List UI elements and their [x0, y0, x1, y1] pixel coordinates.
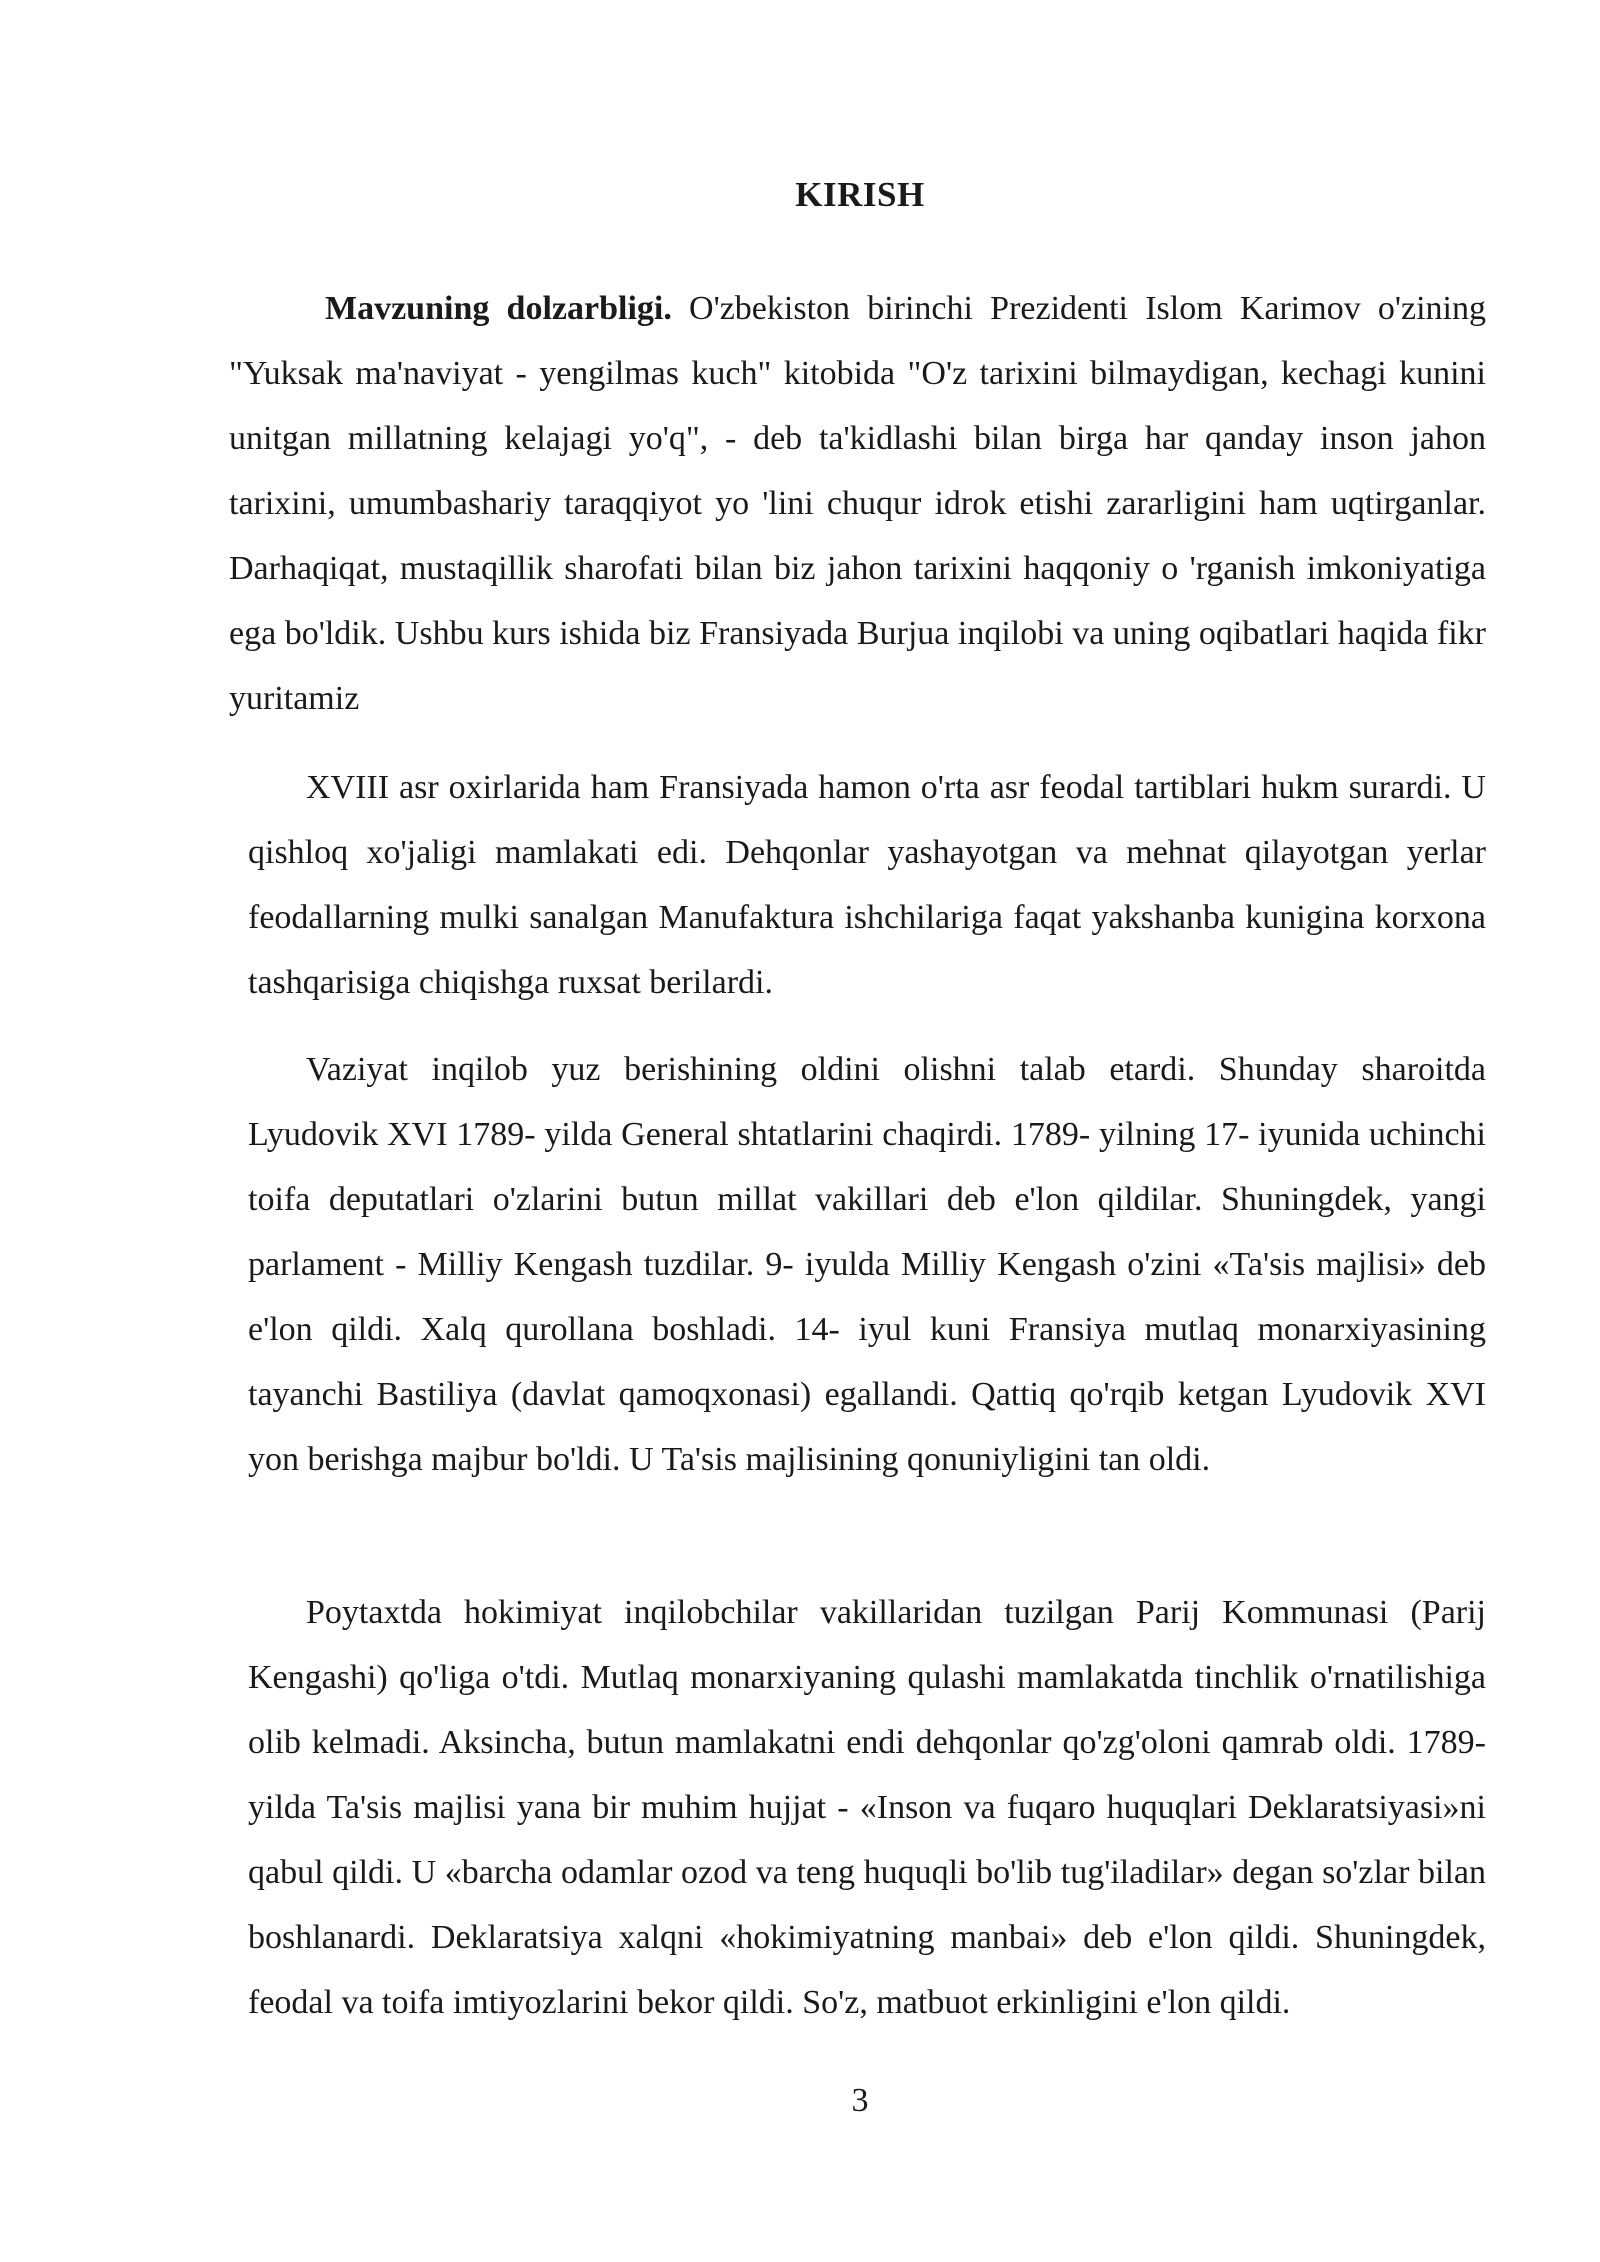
paragraph-lead: Mavzuning dolzarbligi.: [325, 290, 672, 327]
paragraph-revolution-start: Vaziyat inqilob yuz berishining oldini olishni talab etardi. Shunday sharoitda Lyudovik XVI 1789- yilda General shtatlarini chaqirdi. 1789- yilning 17- iyunida uchinchi toifa deputatlari o'zlarini butun millat vakillari deb e'lon qildilar. Shuningdek, yangi parlament - Milliy Kengash tuzdilar. 9- iyulda Milliy Kengash o'zini «Ta'sis majlisi» deb e'lon qildi. Xalq qurollana boshladi. 14- iyul kuni Fransiya mutlaq monarxiyasining tayanchi Bastiliya (davlat qamoqxonasi) egallandi. Qattiq qo'rqib ketgan Lyudovik XVI yon berishga majbur bo'ldi. U Ta'sis majlisining qonuniyligini tan oldi.: [248, 1051, 1486, 1478]
paragraph-text: O'zbekiston birinchi Prezidenti Islom Karimov o'zining "Yuksak ma'naviyat - yengilmas kuch" kitobida "O'z tarixini bilmaydigan, kechagi kunini unitgan millatning kelajagi yo'q", - deb ta'kidlashi bilan birga har qanday inson jahon tarixini, umumbashariy taraqqiyot yo 'lini chuqur idrok etishi zararligini ham uqtirganlar. Darhaqiqat, mustaqillik sharofati bilan biz jahon tarixini haqqoniy o 'rganish imkoniyatiga ega bo'ldik. Ushbu kurs ishida biz Fransiyada Burjua inqilobi va uning oqibatlari haqida fikr yuritamiz: [229, 290, 1487, 717]
page-title: KIRISH: [795, 175, 925, 215]
paragraph-paris-commune: Poytaxtda hokimiyat inqilobchilar vakillaridan tuzilgan Parij Kommunasi (Parij Kengashi) qo'liga o'tdi. Mutlaq monarxiyaning qulashi mamlakatda tinchlik o'rnatilishiga olib kelmadi. Aksincha, butun mamlakatni endi dehqonlar qo'zg'oloni qamrab oldi. 1789- yilda Ta'sis majlisi yana bir muhim hujjat - «Inson va fuqaro huquqlari Deklaratsiyasi»ni qabul qildi. U «barcha odamlar ozod va teng huquqli bo'lib tug'iladilar» degan so'zlar bilan boshlanardi. Deklaratsiya xalqni «hokimiyatning manbai» deb e'lon qildi. Shuningdek, feodal va toifa imtiyozlarini bekor qildi. So'z, matbuot erkinligini e'lon qildi.: [248, 1594, 1486, 2021]
paragraph-relevance: [229, 276, 1486, 731]
paragraph-feudal-order: XVIII asr oxirlarida ham Fransiyada hamon o'rta asr feodal tartiblari hukm surardi. U qishloq xo'jaligi mamlakati edi. Dehqonlar yashayotgan va mehnat qilayotgan yerlar feodallarning mulki sanalgan Manufaktura ishchilariga faqat yakshanba kunigina korxona tashqarisiga chiqishga ruxsat berilardi.: [248, 769, 1486, 1001]
page-number: 3: [851, 2082, 869, 2119]
